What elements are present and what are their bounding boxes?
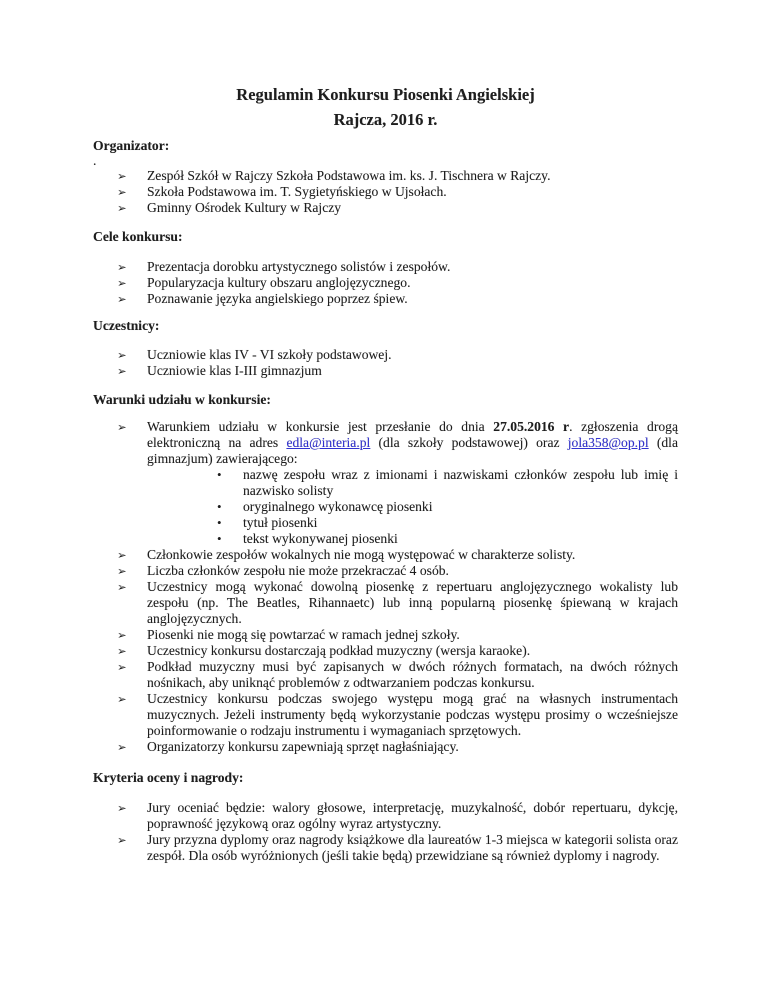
list-item-text: Jury przyzna dyplomy oraz nagrody książkowe dla laureatów 1-3 miejsca w kategorii solista oraz zespół. Dla osób wyróżnionych (jeśli takie będą) przewidziane są również dyplomy i nagrody. — [147, 832, 678, 863]
document-title — [93, 82, 678, 132]
arrow-bullet-icon: ➢ — [117, 833, 127, 847]
arrow-bullet-icon: ➢ — [117, 348, 127, 362]
arrow-bullet-icon: ➢ — [117, 660, 127, 674]
list-item — [93, 563, 678, 579]
list-item-text: Popularyzacja kultury obszaru anglojęzycznego. — [147, 275, 411, 290]
list-item — [93, 739, 678, 755]
sub-list-item-text: oryginalnego wykonawcę piosenki — [243, 499, 433, 514]
arrow-bullet-icon: ➢ — [117, 580, 127, 594]
intro-text-segment: (dla gimnazjum) zawierającego: — [147, 435, 678, 466]
warunki-sub-list — [93, 467, 678, 547]
sub-list-item — [93, 467, 678, 499]
warunki-list — [93, 547, 678, 755]
list-item-text: Liczba członków zespołu nie może przekraczać 4 osób. — [147, 563, 449, 578]
dot-bullet-icon: • — [217, 515, 222, 530]
arrow-bullet-icon: ➢ — [117, 292, 127, 306]
list-item — [93, 200, 678, 216]
list-item-text: Poznawanie języka angielskiego poprzez śpiew. — [147, 291, 408, 306]
sub-list-item — [93, 531, 678, 547]
list-item-text: Członkowie zespołów wokalnych nie mogą występować w charakterze solisty. — [147, 547, 576, 562]
list-item — [93, 363, 678, 379]
cele-list — [93, 259, 678, 307]
arrow-bullet-icon: ➢ — [117, 420, 127, 434]
list-item — [93, 643, 678, 659]
email-link-primary[interactable]: edla@interia.pl — [286, 435, 371, 450]
list-item — [93, 659, 678, 691]
document-title-line1: Regulamin Konkursu Piosenki Angielskiej — [236, 85, 535, 104]
arrow-bullet-icon: ➢ — [117, 185, 127, 199]
section-heading-kryteria: Kryteria oceny i nagrody: — [93, 770, 244, 785]
list-item — [93, 168, 678, 184]
dot-bullet-icon: • — [217, 467, 222, 482]
sub-list-item-text: tytuł piosenki — [243, 515, 318, 530]
organizator-stray-period: . — [93, 153, 97, 168]
list-item-text: Uczestnicy konkursu dostarczają podkład muzyczny (wersja karaoke). — [147, 643, 531, 658]
list-item-text: Piosenki nie mogą się powtarzać w ramach jednej szkoły. — [147, 627, 460, 642]
arrow-bullet-icon: ➢ — [117, 548, 127, 562]
list-item — [93, 291, 678, 307]
list-item-text: Szkoła Podstawowa im. T. Sygietyńskiego w Ujsołach. — [147, 184, 447, 199]
list-item — [93, 347, 678, 363]
sub-list-item — [93, 515, 678, 531]
section-heading-uczestnicy: Uczestnicy: — [93, 318, 160, 333]
list-item-text: Jury oceniać będzie: walory głosowe, interpretację, muzykalność, dobór repertuaru, dykcję, poprawność językową oraz ogólny wyraz artystyczny. — [147, 800, 678, 831]
uczestnicy-list — [93, 347, 678, 379]
section-heading-organizator: Organizator: — [93, 138, 170, 153]
list-item-text: Uczniowie klas IV - VI szkoły podstawowej. — [147, 347, 392, 362]
arrow-bullet-icon: ➢ — [117, 564, 127, 578]
arrow-bullet-icon: ➢ — [117, 740, 127, 754]
arrow-bullet-icon: ➢ — [117, 260, 127, 274]
list-item — [93, 184, 678, 200]
list-item — [93, 832, 678, 864]
intro-text-segment: . zgłoszenia drogą elektroniczną na adres — [147, 419, 679, 450]
kryteria-list — [93, 800, 678, 864]
arrow-bullet-icon: ➢ — [117, 644, 127, 658]
intro-text-segment: (dla szkoły podstawowej) oraz — [370, 435, 568, 450]
sub-list-item-text: tekst wykonywanej piosenki — [243, 531, 398, 546]
sub-list-item — [93, 499, 678, 515]
arrow-bullet-icon: ➢ — [117, 201, 127, 215]
arrow-bullet-icon: ➢ — [117, 692, 127, 706]
list-item-text: Zespół Szkół w Rajczy Szkoła Podstawowa im. ks. J. Tischnera w Rajczy. — [147, 168, 551, 183]
dot-bullet-icon: • — [217, 531, 222, 546]
list-item — [93, 627, 678, 643]
deadline-date: 27.05.2016 r — [493, 419, 570, 434]
arrow-bullet-icon: ➢ — [117, 628, 127, 642]
list-item — [93, 800, 678, 832]
list-item — [93, 579, 678, 627]
list-item — [93, 691, 678, 739]
list-item-text: Uczestnicy konkursu podczas swojego występu mogą grać na własnych instrumentach muzycznych. Jeżeli instrumenty będą wykorzystanie podczas występu prosimy o wcześniejsze poinformowanie o rodzaju instrumentu i wymaganiach sprzętowych. — [147, 691, 678, 738]
sub-list-item-text: nazwę zespołu wraz z imionami i nazwiskami członków zespołu lub imię i nazwisko solisty — [243, 467, 678, 498]
intro-text-segment: Warunkiem udziału w konkursie jest przesłanie do dnia — [147, 419, 494, 434]
document-content — [93, 82, 678, 864]
list-item — [93, 275, 678, 291]
email-link-gimnazjum[interactable]: jola358@op.pl — [567, 435, 649, 450]
section-heading-cele: Cele konkursu: — [93, 229, 183, 244]
arrow-bullet-icon: ➢ — [117, 276, 127, 290]
list-item — [93, 547, 678, 563]
list-item-text: Uczniowie klas I-III gimnazjum — [147, 363, 322, 378]
list-item — [93, 259, 678, 275]
list-item-text: Gminny Ośrodek Kultury w Rajczy — [147, 200, 342, 215]
warunki-intro-paragraph — [93, 419, 678, 467]
organizator-list — [93, 168, 678, 216]
arrow-bullet-icon: ➢ — [117, 169, 127, 183]
section-heading-warunki: Warunki udziału w konkursie: — [93, 392, 271, 407]
arrow-bullet-icon: ➢ — [117, 801, 127, 815]
dot-bullet-icon: • — [217, 499, 222, 514]
arrow-bullet-icon: ➢ — [117, 364, 127, 378]
list-item-text: Podkład muzyczny musi być zapisanych w dwóch różnych formatach, na dwóch różnych nośnikach, aby uniknąć problemów z odtwarzaniem podczas konkursu. — [147, 659, 678, 690]
list-item-text: Prezentacja dorobku artystycznego solistów i zespołów. — [147, 259, 451, 274]
list-item-text: Organizatorzy konkursu zapewniają sprzęt nagłaśniający. — [147, 739, 459, 754]
list-item-text: Uczestnicy mogą wykonać dowolną piosenkę z repertuaru anglojęzycznego wokalisty lub zespołu (np. The Beatles, Rihannaetc) lub inną popularną piosenkę śpiewaną w krajach anglojęzycznych. — [147, 579, 678, 626]
document-title-line2: Rajcza, 2016 r. — [333, 110, 438, 129]
